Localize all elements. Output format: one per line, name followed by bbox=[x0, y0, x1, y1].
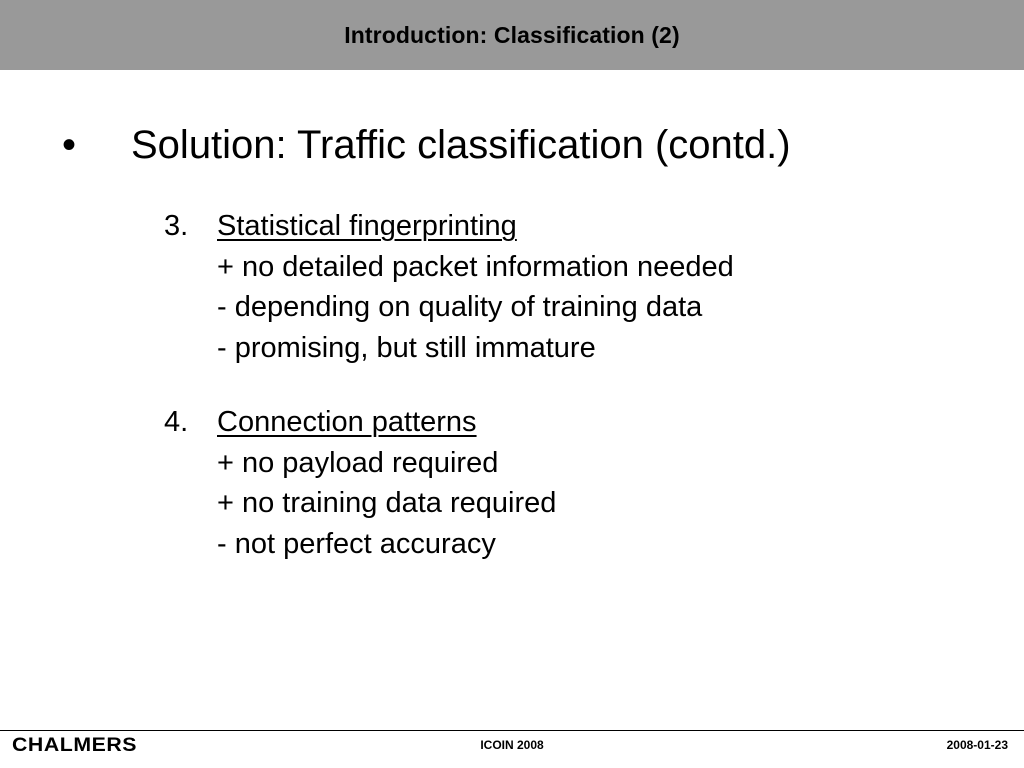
item-title: Statistical fingerprinting bbox=[217, 210, 517, 242]
slide-title: Introduction: Classification (2) bbox=[344, 21, 680, 48]
item-number-3: 3. bbox=[164, 210, 189, 242]
list-item-connection-patterns bbox=[217, 402, 556, 564]
slide-header bbox=[0, 0, 1024, 70]
item-point: + no payload required bbox=[217, 446, 499, 479]
item-point: - depending on quality of training data bbox=[217, 291, 703, 323]
footer-conference: ICOIN 2008 bbox=[480, 738, 544, 752]
item-number-4: 4. bbox=[164, 406, 189, 438]
chalmers-logo: CHALMERS bbox=[12, 735, 138, 756]
bullet-symbol: • bbox=[62, 123, 77, 167]
item-point: + no detailed packet information needed bbox=[217, 250, 734, 283]
item-point: - not perfect accuracy bbox=[217, 527, 496, 560]
item-point: - promising, but still immature bbox=[217, 331, 596, 364]
list-item-statistical-fingerprinting bbox=[217, 206, 734, 368]
footer-divider bbox=[0, 730, 1024, 731]
item-title: Connection patterns bbox=[217, 406, 477, 438]
main-heading: Solution: Traffic classification (contd.) bbox=[131, 123, 791, 167]
item-point: + no training data required bbox=[217, 487, 557, 519]
footer-date: 2008-01-23 bbox=[946, 738, 1008, 752]
